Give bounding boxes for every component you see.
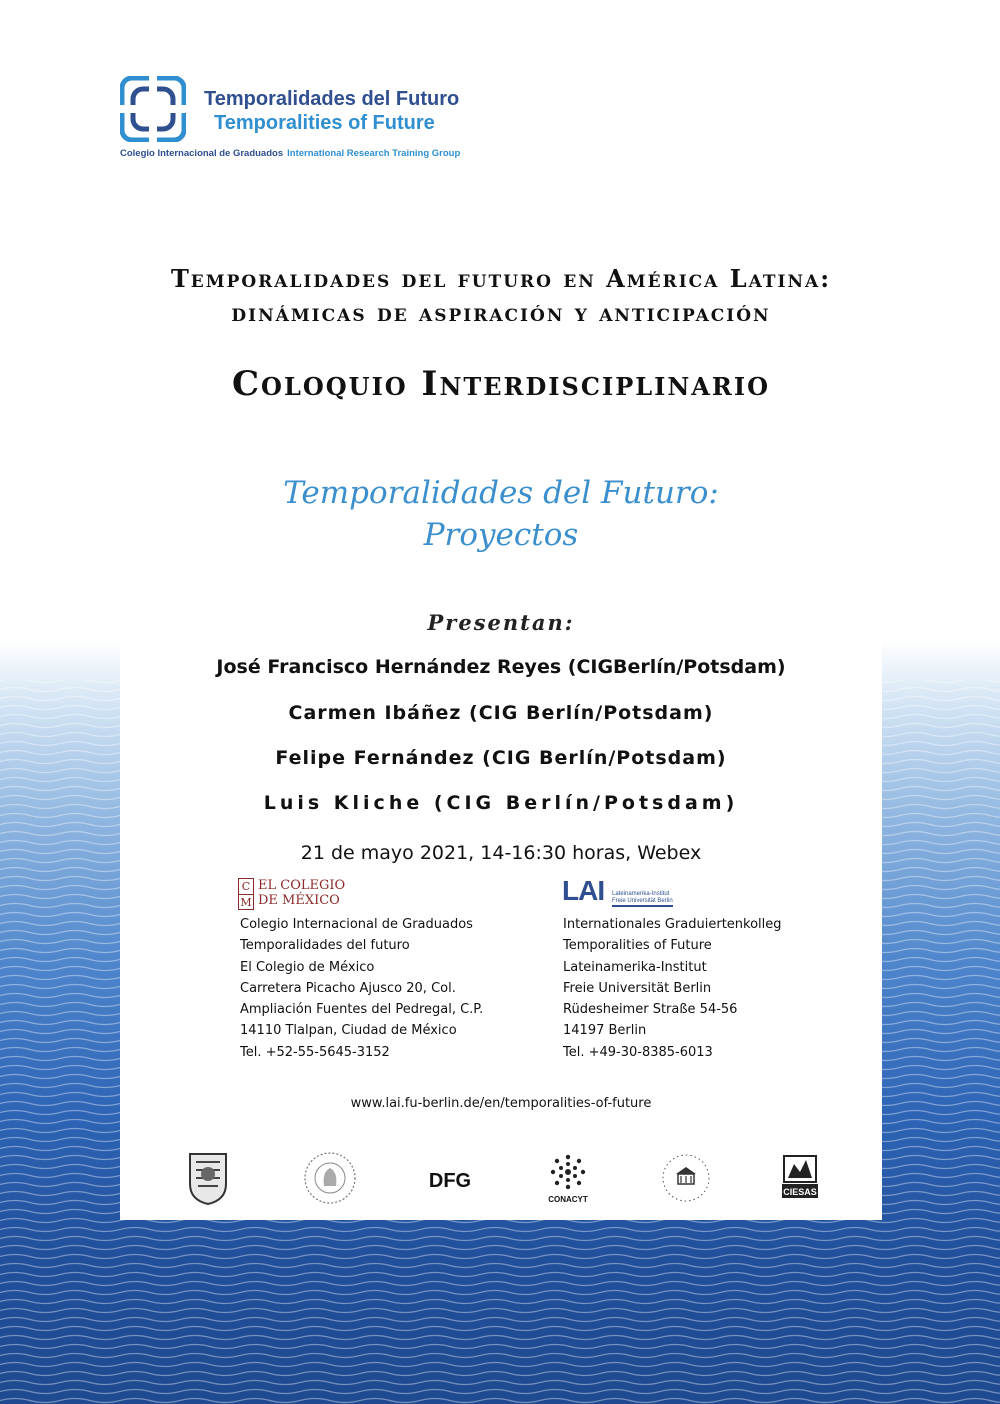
tagline-es: Colegio Internacional de Graduados [120,148,284,159]
colmex-address [240,914,483,1063]
sponsor-logos [0,1150,1000,1206]
lai-logo-sub-line2: Freie Universität Berlin [612,898,673,904]
event-subtitle-line2: Proyectos [423,517,579,553]
ciesas-logo-text: CIESAS [783,1187,817,1197]
dfg-logo-text: DFG [428,1170,472,1192]
presenter-name: Felipe Fernández (CIG Berlín/Potsdam) [275,747,727,769]
colmex-logo [238,878,348,910]
lai-logo-subtext [612,891,673,907]
address-phone: Tel. +52-55-5645-3152 [240,1044,390,1060]
main-title-line1: Temporalidades del futuro en América Latina: [170,264,832,293]
ciesas-logo-icon [778,1150,822,1206]
colmex-monogram-top: C [241,880,251,893]
address-line: El Colegio de México [240,959,375,975]
address-line: Internationales Graduiertenkolleg [563,917,782,932]
colmex-monogram-bottom: M [240,896,252,909]
event-type: Coloquio Interdisciplinario [232,364,770,404]
conacyt-logo-icon [540,1150,596,1206]
conacyt-logo-text: CONACYT [548,1195,588,1204]
address-line: 14110 Tlalpan, Ciudad de México [240,1023,457,1039]
colmex-monogram-icon [238,878,254,910]
event-date-time: 21 de mayo 2021, 14-16:30 horas, Webex [300,842,702,864]
colmex-logo-line1: EL COLEGIO [258,878,346,893]
program-logo-icon [120,76,186,142]
universitat-potsdam-seal-icon [658,1150,714,1206]
tagline-en: International Research Training Group [287,148,461,159]
lai-logo-text: LAI [562,875,605,906]
lai-logo-sub-line1: Lateinamerika-Institut [612,891,670,897]
presenters-label: Presentan: [427,610,575,635]
event-subtitle [120,472,882,556]
address-phone: Tel. +49-30-8385-6013 [563,1044,713,1060]
lai-address [563,914,782,1063]
website-link[interactable]: www.lai.fu-berlin.de/en/temporalities-of-future [350,1096,652,1111]
address-line: Colegio Internacional de Graduados [240,917,473,932]
program-tagline [120,148,460,159]
address-line: Ampliación Fuentes del Pedregal, C.P. [240,1002,484,1018]
colmex-logo-text [258,878,345,908]
presenter-name: Luis Kliche (CIG Berlín/Potsdam) [263,792,739,814]
address-line: Rüdesheimer Straße 54-56 [563,1002,738,1018]
address-line: Freie Universität Berlin [563,980,712,996]
address-line: Temporalities of Future [563,938,712,954]
address-line: Lateinamerika-Institut [563,959,707,975]
address-line: 14197 Berlin [563,1023,647,1039]
address-line: Temporalidades del futuro [240,938,410,954]
main-title-line2: dinámicas de aspiración y anticipación [231,298,771,327]
colmex-logo-line2: DE MÉXICO [258,893,340,908]
program-title-es: Temporalidades del Futuro [204,88,460,110]
unam-seal-icon [186,1150,230,1206]
presenter-name: José Francisco Hernández Reyes (CIGBerlín/Potsdam) [216,656,786,678]
address-line: Carretera Picacho Ajusco 20, Col. [240,980,456,996]
program-logo [120,74,480,166]
program-title-en: Temporalities of Future [214,112,435,134]
main-title [120,262,882,330]
event-subtitle-line1: Temporalidades del Futuro: [283,475,719,511]
presenter-name: Carmen Ibáñez (CIG Berlín/Potsdam) [288,702,714,724]
humboldt-university-seal-icon [302,1150,358,1206]
lai-logo [562,876,682,908]
dfg-logo-icon [422,1150,478,1206]
